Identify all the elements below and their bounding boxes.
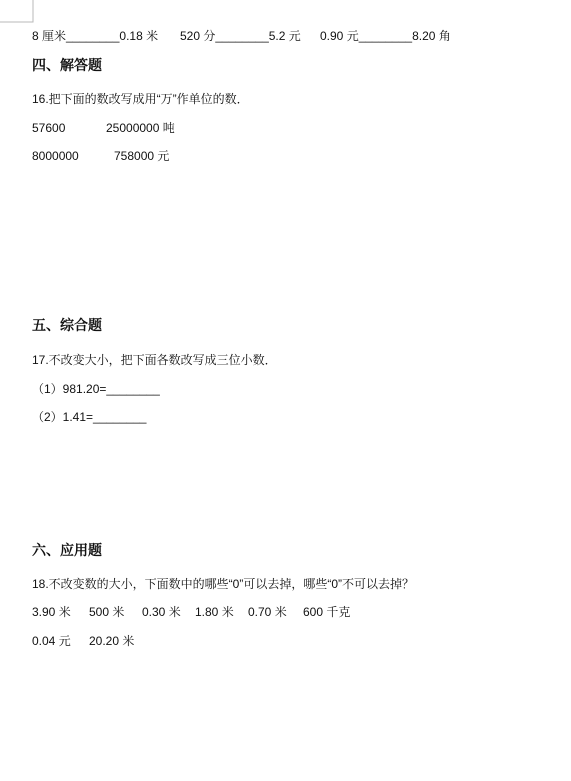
number-item: 3.90 米 xyxy=(32,605,71,619)
number-item: 25000000 吨 xyxy=(106,121,175,135)
section-heading: 四、解答题 xyxy=(32,57,102,73)
number-item: 600 千克 xyxy=(303,605,351,619)
number-item: 8000000 xyxy=(32,149,79,163)
compare-item: 0.90 元________8.20 角 xyxy=(320,29,451,43)
question-text: 18.不改变数的大小，下面数中的哪些“0”可以去掉，哪些“0”不可以去掉？ xyxy=(32,577,415,591)
compare-item: 8 厘米________0.18 米 xyxy=(32,29,159,43)
page-corner-mark xyxy=(0,0,34,24)
fill-blank-item: （2）1.41=________ xyxy=(32,410,147,424)
number-item: 0.04 元 xyxy=(32,634,71,648)
number-item: 20.20 米 xyxy=(89,634,135,648)
number-item: 500 米 xyxy=(89,605,125,619)
number-item: 57600 xyxy=(32,121,66,135)
number-item: 0.30 米 xyxy=(142,605,181,619)
question-text: 17.不改变大小，把下面各数改写成三位小数． xyxy=(32,353,277,367)
compare-item: 520 分________5.2 元 xyxy=(180,29,301,43)
number-item: 1.80 米 xyxy=(195,605,234,619)
number-item: 0.70 米 xyxy=(248,605,287,619)
fill-blank-item: （1）981.20=________ xyxy=(32,382,160,396)
number-item: 758000 元 xyxy=(114,149,170,163)
question-text: 16.把下面的数改写成用“万”作单位的数． xyxy=(32,92,249,106)
section-heading: 六、应用题 xyxy=(32,542,102,558)
section-heading: 五、综合题 xyxy=(32,317,102,333)
